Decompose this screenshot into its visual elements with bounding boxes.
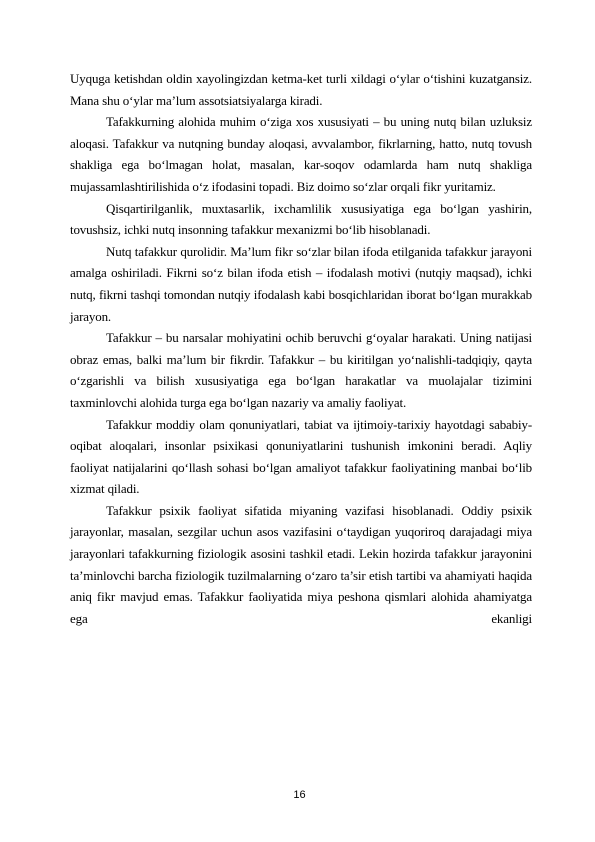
paragraph-thinking-speech-connection: Tafakkurning alohida muhim o‘ziga xos xususiyati – bu uning nutq bilan uzluksiz aloqasi. Tafakkur va nutqning bunday aloqasi, avvalambor, fikrlarning, hatto, nutq tovush shakliga ega bo‘lmagan holat, masalan, kar-soqov odamlarda ham nutq shakliga mujassamlashtirilishida o‘z ifodasini topadi. Biz doimo so‘zlar orqali fikr yuritamiz. — [70, 114, 532, 194]
paragraph-thinking-definition: Tafakkur – bu narsalar mohiyatini ochib beruvchi g‘oyalar harakati. Uning natijasi obraz emas, balki ma’lum bir fikrdir. Tafakkur – bu kiritilgan yo‘nalishli-tadqiqiy, qayta o‘zgarishli va bilish xususiyatiga ega bo‘lgan harakatlar va muolajalar tizimini taxminlovchi alohida turga ega bo‘lgan nazariy va amaliy faoliyat. — [70, 330, 532, 410]
page-number: 16 — [293, 789, 306, 801]
paragraph-inner-speech: Qisqartirilganlik, muxtasarlik, ixchamlilik xususiyatiga ega bo‘lgan yashirin, tovushsiz, ichki nutq insonning tafakkur mexanizmi bo‘lib hisoblanadi. — [70, 200, 532, 238]
paragraph-physiological-basis: Tafakkur psixik faoliyat sifatida miyaning vazifasi hisoblanadi. Oddiy psixik jarayonlar, masalan, sezgilar uchun asos vazifasini o‘taydigan yuqoriroq darajadagi miya jarayonlari tafakkurning fiziologik asosini tashkil etadi. Lekin hozirda tafakkur jarayonini ta’minlovchi barcha fiziologik tuzilmalarning o‘zaro ta’sir etish tartibi va ahamiyati haqida aniq fikr mavjud emas. Tafakkur faoliyatida miya peshona qismlari alohida ahamiyatga ega ekanligi — [70, 502, 532, 626]
paragraph-speech-tool: Nutq tafakkur qurolidir. Ma’lum fikr so‘zlar bilan ifoda etilganida tafakkur jarayoni amalga oshiriladi. Fikrni so‘z bilan ifoda etish – ifodalash motivi (nutqiy maqsad), ichki nutq, fikrni tashqi tomondan nutqiy ifodalash kabi bosqichlaridan iborat bo‘lgan murakkab jarayon. — [70, 243, 532, 324]
paragraph-sleep-thoughts: Uyquga ketishdan oldin xayolingizdan ketma-ket turli xildagi o‘ylar o‘tishini kuzatgansiz. Mana shu o‘ylar ma’lum assotsiatsiyalarga kiradi. — [70, 71, 532, 108]
document-body — [70, 68, 532, 629]
paragraph-laws-understanding: Tafakkur moddiy olam qonuniyatlari, tabiat va ijtimoiy-tarixiy hayotdagi sababiy-oqibat aloqalari, insonlar psixikasi qonuniyatlarini tushunish imkonini beradi. Aqliy faoliyat natijalarini qo‘llash sohasi bo‘lgan amaliyot tafakkur faoliyatining manbai bo‘lib xizmat qiladi. — [70, 416, 532, 497]
